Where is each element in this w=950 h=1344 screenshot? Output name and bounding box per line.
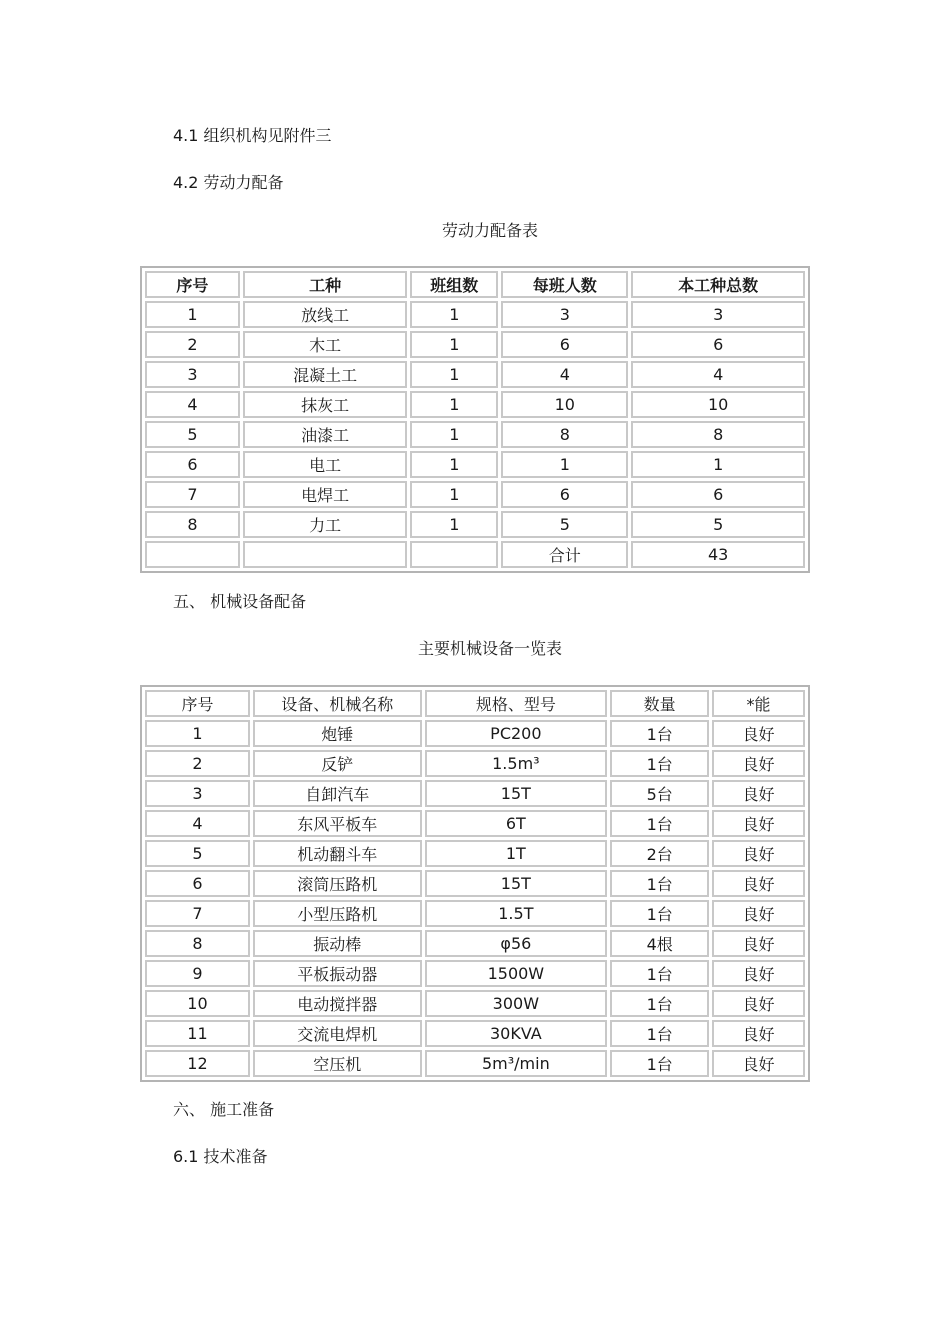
- machine-cell: 良好: [712, 780, 805, 807]
- machine-table-row: [145, 960, 805, 987]
- heading-6: 六、 施工准备: [173, 1100, 275, 1119]
- machine-cell: 交流电焊机: [253, 1020, 422, 1047]
- machine-cell: 良好: [712, 1020, 805, 1047]
- labor-cell: 木工: [243, 331, 408, 358]
- machine-header-qty: 数量: [610, 690, 709, 717]
- machine-cell: 11: [145, 1020, 250, 1047]
- machine-table-row: [145, 750, 805, 777]
- labor-cell: 油漆工: [243, 421, 408, 448]
- machine-cell: 良好: [712, 870, 805, 897]
- labor-table-caption: 劳动力配备表: [441, 221, 538, 240]
- labor-table-row: [145, 301, 805, 328]
- labor-cell: 5: [501, 511, 628, 538]
- machine-cell: 炮锤: [253, 720, 422, 747]
- labor-table-row: [145, 391, 805, 418]
- machine-cell: 1台: [610, 900, 709, 927]
- machine-table-row: [145, 840, 805, 867]
- labor-header-teams: 班组数: [410, 271, 498, 298]
- machine-table-row: [145, 900, 805, 927]
- machine-cell: 良好: [712, 750, 805, 777]
- machine-cell: 1台: [610, 720, 709, 747]
- machine-cell: 机动翻斗车: [253, 840, 422, 867]
- labor-cell: 1: [410, 511, 498, 538]
- machine-cell: 1: [145, 720, 250, 747]
- machine-cell: 1台: [610, 810, 709, 837]
- machine-cell: 15T: [425, 780, 608, 807]
- labor-table-row: [145, 361, 805, 388]
- machine-cell: 1台: [610, 870, 709, 897]
- machine-cell: 9: [145, 960, 250, 987]
- labor-cell: 8: [501, 421, 628, 448]
- machine-cell: 良好: [712, 960, 805, 987]
- machine-table-caption: 主要机械设备一览表: [417, 639, 562, 658]
- machine-cell: 电动搅拌器: [253, 990, 422, 1017]
- labor-cell: [145, 541, 240, 568]
- machine-cell: 平板振动器: [253, 960, 422, 987]
- machine-table-row: [145, 780, 805, 807]
- labor-table-row: [145, 511, 805, 538]
- machine-cell: 5m³/min: [425, 1050, 608, 1077]
- labor-cell: 1: [410, 451, 498, 478]
- machine-cell: 良好: [712, 810, 805, 837]
- machine-cell: 4: [145, 810, 250, 837]
- machine-cell: 良好: [712, 1050, 805, 1077]
- machine-cell: 1台: [610, 1020, 709, 1047]
- labor-header-trade: 工种: [243, 271, 408, 298]
- labor-cell: 6: [631, 331, 805, 358]
- labor-cell: 1: [145, 301, 240, 328]
- heading-6-1: 6.1 技术准备: [173, 1147, 268, 1166]
- labor-cell: 2: [145, 331, 240, 358]
- labor-header-no: 序号: [145, 271, 240, 298]
- machine-table-row: [145, 810, 805, 837]
- machine-table-row: [145, 930, 805, 957]
- machine-cell: 良好: [712, 840, 805, 867]
- labor-total-row: [145, 541, 805, 568]
- labor-header-total: 本工种总数: [631, 271, 805, 298]
- labor-cell: [410, 541, 498, 568]
- machine-table-row: [145, 1050, 805, 1077]
- machine-cell: 12: [145, 1050, 250, 1077]
- labor-cell: 电工: [243, 451, 408, 478]
- labor-cell: 5: [145, 421, 240, 448]
- labor-cell: 放线工: [243, 301, 408, 328]
- machine-cell: 4根: [610, 930, 709, 957]
- machine-cell: 8: [145, 930, 250, 957]
- machine-cell: 1台: [610, 990, 709, 1017]
- labor-cell: 7: [145, 481, 240, 508]
- labor-table: [140, 266, 810, 573]
- labor-cell: 3: [145, 361, 240, 388]
- labor-table-row: [145, 451, 805, 478]
- labor-cell: 8: [145, 511, 240, 538]
- labor-cell: 1: [410, 481, 498, 508]
- machine-cell: 良好: [712, 930, 805, 957]
- labor-cell: 43: [631, 541, 805, 568]
- machine-header-row: [145, 690, 805, 717]
- machine-table-row: [145, 1020, 805, 1047]
- machine-cell: 1.5m³: [425, 750, 608, 777]
- labor-cell: 力工: [243, 511, 408, 538]
- machine-cell: 10: [145, 990, 250, 1017]
- labor-cell: 1: [410, 301, 498, 328]
- labor-cell: 电焊工: [243, 481, 408, 508]
- labor-cell: 1: [631, 451, 805, 478]
- machine-header-no: 序号: [145, 690, 250, 717]
- machine-cell: 6: [145, 870, 250, 897]
- machine-cell: 6T: [425, 810, 608, 837]
- machine-table-row: [145, 870, 805, 897]
- machine-cell: 1台: [610, 1050, 709, 1077]
- labor-header-row: [145, 271, 805, 298]
- labor-cell: 混凝土工: [243, 361, 408, 388]
- labor-cell: 4: [501, 361, 628, 388]
- machine-cell: 1台: [610, 960, 709, 987]
- labor-cell: 6: [501, 331, 628, 358]
- labor-cell: 1: [410, 361, 498, 388]
- labor-cell: 10: [631, 391, 805, 418]
- machine-cell: 振动棒: [253, 930, 422, 957]
- labor-table-row: [145, 481, 805, 508]
- labor-cell: [243, 541, 408, 568]
- machine-cell: 1台: [610, 750, 709, 777]
- machine-cell: 15T: [425, 870, 608, 897]
- heading-5: 五、 机械设备配备: [173, 592, 307, 611]
- labor-cell: 1: [410, 421, 498, 448]
- labor-table-row: [145, 331, 805, 358]
- machine-table-row: [145, 990, 805, 1017]
- machine-cell: 空压机: [253, 1050, 422, 1077]
- labor-cell: 5: [631, 511, 805, 538]
- labor-cell: 合计: [501, 541, 628, 568]
- machine-header-performance: *能: [712, 690, 805, 717]
- machine-header-name: 设备、机械名称: [253, 690, 422, 717]
- machine-cell: PC200: [425, 720, 608, 747]
- machine-cell: 1.5T: [425, 900, 608, 927]
- labor-cell: 1: [501, 451, 628, 478]
- labor-cell: 3: [631, 301, 805, 328]
- machine-cell: 反铲: [253, 750, 422, 777]
- labor-cell: 8: [631, 421, 805, 448]
- machine-cell: 7: [145, 900, 250, 927]
- labor-cell: 抹灰工: [243, 391, 408, 418]
- labor-cell: 1: [410, 391, 498, 418]
- machine-cell: 东风平板车: [253, 810, 422, 837]
- machine-cell: 1500W: [425, 960, 608, 987]
- machine-cell: 良好: [712, 900, 805, 927]
- machine-cell: 2: [145, 750, 250, 777]
- machine-cell: 自卸汽车: [253, 780, 422, 807]
- heading-4-2: 4.2 劳动力配备: [173, 173, 284, 192]
- machine-cell: 5: [145, 840, 250, 867]
- labor-table-row: [145, 421, 805, 448]
- machine-cell: 1T: [425, 840, 608, 867]
- machine-cell: 5台: [610, 780, 709, 807]
- labor-cell: 4: [631, 361, 805, 388]
- machine-cell: 小型压路机: [253, 900, 422, 927]
- labor-cell: 6: [145, 451, 240, 478]
- machine-cell: φ56: [425, 930, 608, 957]
- labor-cell: 6: [631, 481, 805, 508]
- machine-cell: 30KVA: [425, 1020, 608, 1047]
- labor-cell: 6: [501, 481, 628, 508]
- machine-table: [140, 685, 810, 1082]
- labor-header-per-team: 每班人数: [501, 271, 628, 298]
- machine-header-spec: 规格、型号: [425, 690, 608, 717]
- machine-cell: 3: [145, 780, 250, 807]
- labor-cell: 4: [145, 391, 240, 418]
- machine-cell: 滚筒压路机: [253, 870, 422, 897]
- machine-cell: 良好: [712, 720, 805, 747]
- labor-cell: 10: [501, 391, 628, 418]
- labor-cell: 3: [501, 301, 628, 328]
- machine-table-row: [145, 720, 805, 747]
- heading-4-1: 4.1 组织机构见附件三: [173, 126, 332, 145]
- machine-cell: 2台: [610, 840, 709, 867]
- machine-cell: 良好: [712, 990, 805, 1017]
- labor-cell: 1: [410, 331, 498, 358]
- machine-cell: 300W: [425, 990, 608, 1017]
